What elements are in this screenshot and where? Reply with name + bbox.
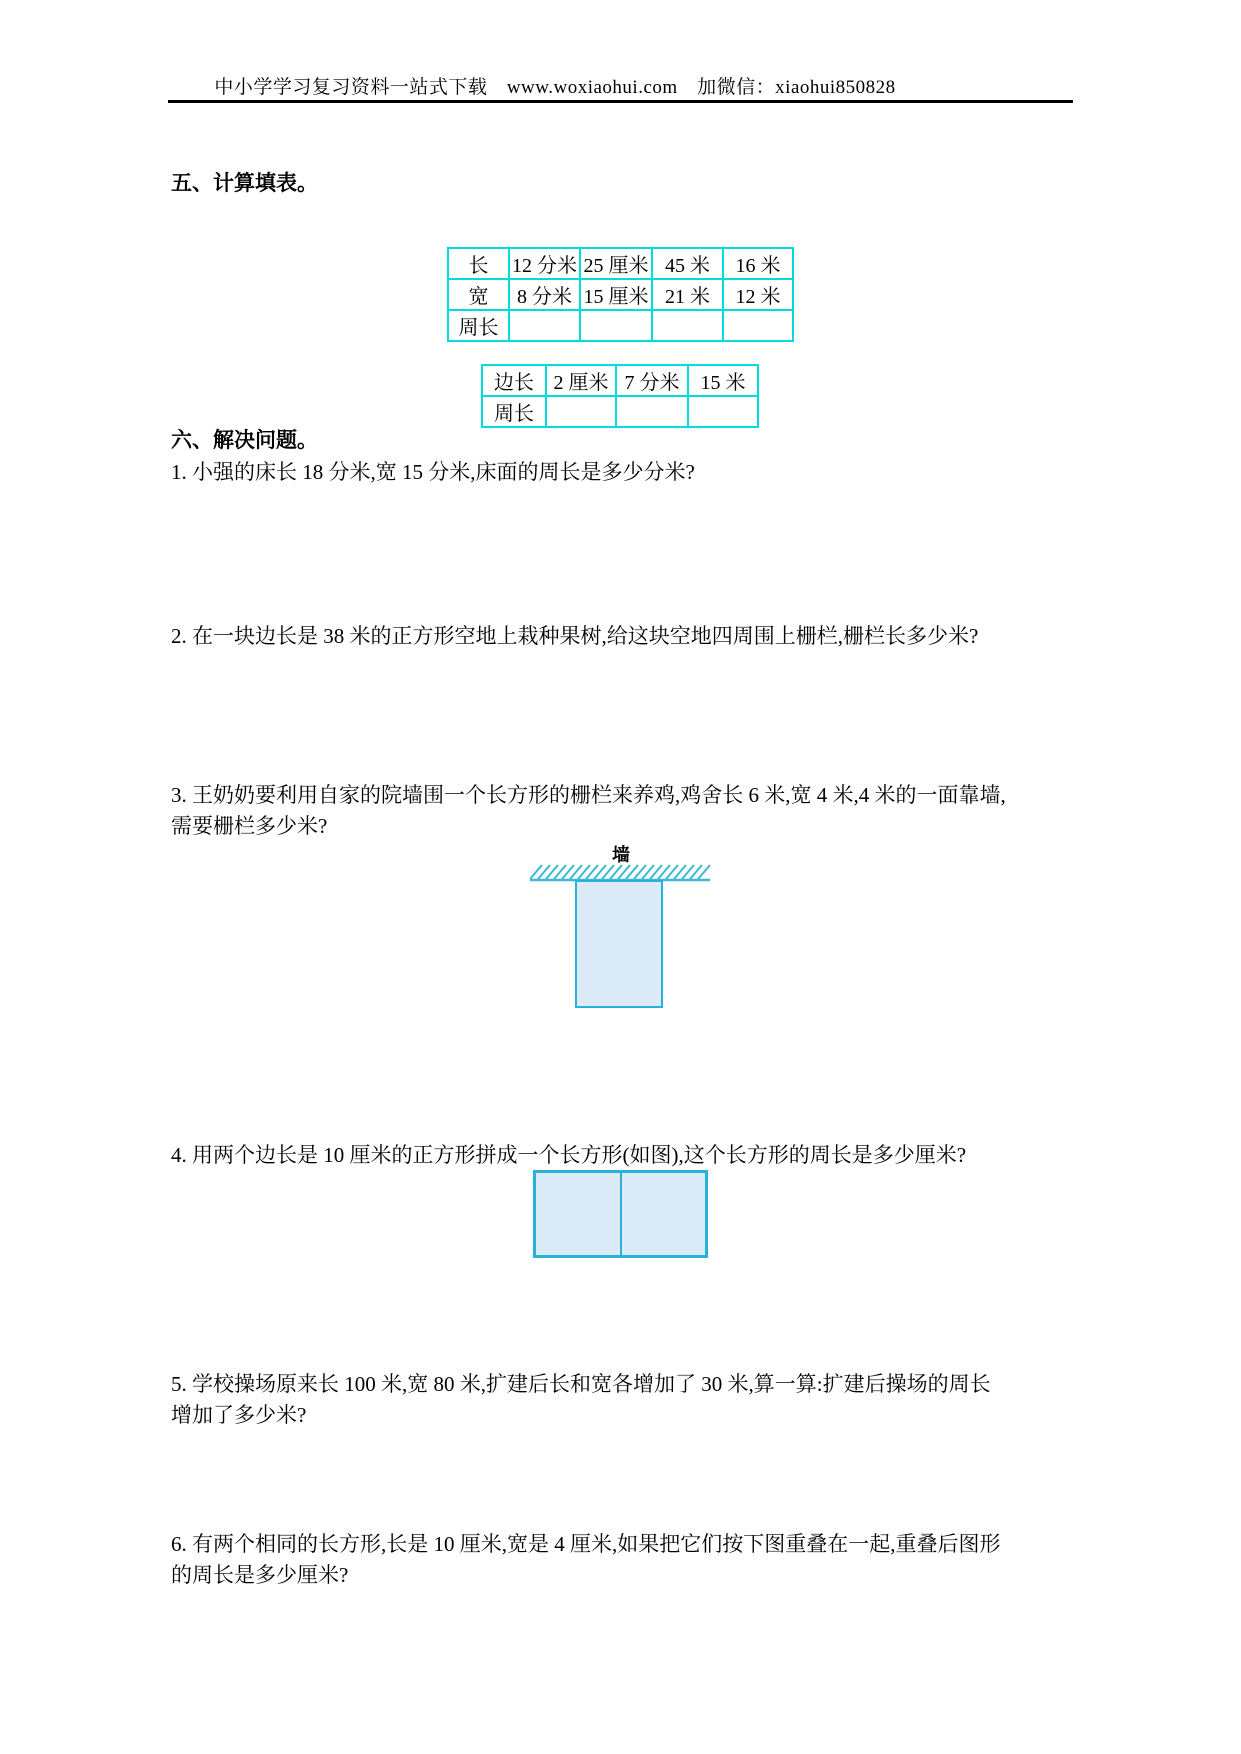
table-cell: 15 米	[688, 365, 758, 396]
problem-line: 需要栅栏多少米?	[171, 814, 328, 838]
problem-5	[171, 1369, 991, 1431]
table-row	[448, 279, 793, 310]
table-row	[448, 310, 793, 341]
squares-divider	[620, 1173, 622, 1255]
problem-3	[171, 780, 1006, 842]
table-cell: 周长	[448, 310, 509, 341]
answer-cell	[616, 396, 688, 427]
table-cell: 16 米	[723, 248, 793, 279]
table-cell: 2 厘米	[546, 365, 616, 396]
answer-cell	[546, 396, 616, 427]
problem-line: 的周长是多少厘米?	[171, 1563, 349, 1587]
two-squares-figure	[533, 1170, 708, 1258]
table-cell: 21 米	[652, 279, 723, 310]
problem-6	[171, 1529, 1001, 1591]
table-row	[448, 248, 793, 279]
wall-hatching-icon	[530, 865, 710, 879]
answer-cell	[580, 310, 652, 341]
table-cell: 周长	[482, 396, 546, 427]
table-row	[482, 365, 758, 396]
chicken-pen-rect	[576, 881, 662, 1007]
table-cell: 长	[448, 248, 509, 279]
table-cell: 45 米	[652, 248, 723, 279]
answer-cell	[652, 310, 723, 341]
table-cell: 边长	[482, 365, 546, 396]
table-row	[482, 396, 758, 427]
answer-cell	[688, 396, 758, 427]
problem-line: 4. 用两个边长是 10 厘米的正方形拼成一个长方形(如图),这个长方形的周长是多少厘米?	[171, 1143, 967, 1167]
table-cell: 15 厘米	[580, 279, 652, 310]
problem-line: 增加了多少米?	[171, 1403, 307, 1427]
table-cell: 宽	[448, 279, 509, 310]
table-cell: 7 分米	[616, 365, 688, 396]
problem-line: 2. 在一块边长是 38 米的正方形空地上栽种果树,给这块空地四周围上栅栏,栅栏长多少米?	[171, 624, 979, 648]
square-perimeter-table	[481, 364, 759, 428]
problem-line: 5. 学校操场原来长 100 米,宽 80 米,扩建后长和宽各增加了 30 米,算一算:扩建后操场的周长	[171, 1372, 991, 1396]
section-5-title: 五、计算填表。	[171, 172, 318, 195]
table-cell: 8 分米	[509, 279, 580, 310]
rectangle-perimeter-table	[447, 247, 794, 342]
problem-4	[171, 1140, 966, 1171]
answer-cell	[509, 310, 580, 341]
table-cell: 25 厘米	[580, 248, 652, 279]
wall-label: 墙	[612, 845, 630, 865]
answer-cell	[723, 310, 793, 341]
site-header-text: 中小学学习复习资料一站式下载 www.woxiaohui.com 加微信：xiaohui850828	[214, 77, 896, 98]
problem-1	[171, 457, 695, 488]
table-cell: 12 分米	[509, 248, 580, 279]
chicken-pen-diagram	[530, 864, 712, 1010]
section-6-title: 六、解决问题。	[171, 429, 318, 452]
wall-figure	[530, 840, 712, 1012]
table-cell: 12 米	[723, 279, 793, 310]
header-divider	[168, 100, 1073, 103]
problem-line: 3. 王奶奶要利用自家的院墙围一个长方形的栅栏来养鸡,鸡舍长 6 米,宽 4 米,4 米的一面靠墙,	[171, 783, 1006, 807]
problem-line: 6. 有两个相同的长方形,长是 10 厘米,宽是 4 厘米,如果把它们按下图重叠在一起,重叠后图形	[171, 1532, 1001, 1556]
problem-line: 1. 小强的床长 18 分米,宽 15 分米,床面的周长是多少分米?	[171, 460, 695, 484]
problem-2	[171, 621, 978, 652]
